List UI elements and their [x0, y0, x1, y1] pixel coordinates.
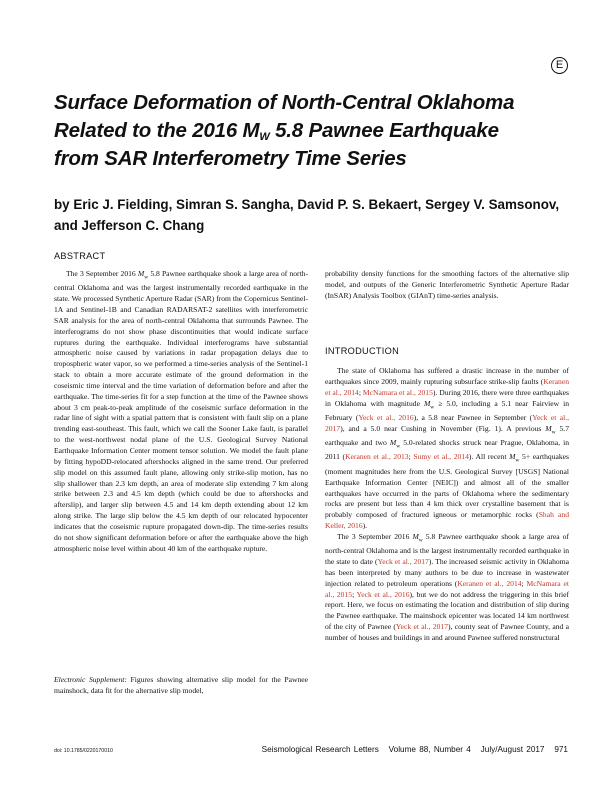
magnitude-symbol: M: [412, 531, 419, 541]
magnitude-symbol: M: [509, 452, 516, 462]
text-run: ). During 2016, there were three earthquakes in Oklahoma with magnitude: [325, 387, 569, 408]
page-footer: [248, 745, 568, 754]
introduction-heading: INTRODUCTION: [325, 346, 400, 356]
citation-link[interactable]: Yeck et al., 2017: [325, 412, 569, 433]
citation-link[interactable]: McNamara et al., 2015: [325, 578, 569, 599]
introduction-paragraph-1: [325, 366, 569, 532]
doi-line: doi: 10.1785/0220170010: [54, 748, 113, 754]
text-run: ), but we do not address the triggering in this brief report. Here, we focus on estimating the location and distribution of slip during the Pawnee earthquake. The mainshock epicenter was located 14 km northwest of the city of Pawnee (: [325, 589, 570, 632]
journal-volume: Volume 88, Number 4: [388, 745, 471, 754]
citation-link[interactable]: Yeck et al., 2016: [356, 589, 410, 599]
electronic-supplement-badge: E: [551, 57, 568, 74]
text-run: 5.0-related shocks struck near Prague, Oklahoma, in 2011 (: [325, 438, 570, 462]
article-title: [54, 89, 574, 173]
text-run: ;: [352, 589, 357, 599]
citation-link[interactable]: Keranen et al., 2013: [345, 452, 409, 462]
magnitude-subscript: w: [418, 537, 423, 544]
text-run: ;: [521, 578, 527, 588]
text-run: 5.7 earthquake and two: [325, 423, 569, 448]
magnitude-subscript: w: [396, 443, 401, 450]
citation-link[interactable]: Keranen et al., 2014: [325, 376, 569, 397]
text-run: ). All recent: [468, 452, 510, 462]
text-run: ).: [362, 521, 368, 531]
journal-issue: July/August 2017: [480, 745, 545, 754]
citation-link[interactable]: Keranen et al., 2014: [457, 578, 522, 588]
text-run: ;: [408, 452, 414, 462]
journal-name: Seismological Research Letters: [261, 745, 379, 754]
citation-link[interactable]: Yeck et al., 2017: [377, 557, 429, 567]
magnitude-subscript: w: [551, 429, 556, 436]
magnitude-symbol: M: [545, 423, 552, 433]
title-line-2-post: 5.8 Pawnee Earthquake: [269, 119, 499, 142]
text-run: ;: [358, 387, 363, 397]
title-line-2-pre: Related to the 2016 M: [54, 119, 260, 142]
text-run: ). The increased seismic activity in Oklahoma has been interpreted by many authors to be due to increase in wastewater injection related to petroleum operations (: [325, 557, 569, 588]
title-line-3: from SAR Interferometry Time Series: [54, 147, 407, 170]
page-number: 971: [554, 745, 568, 754]
citation-link[interactable]: Yeck et al., 2017: [395, 622, 449, 632]
text-run: ), county seat of Pawnee County, and a number of houses and buildings in and around Pawnee suffered nonstructural: [325, 622, 570, 642]
title-line-1: Surface Deformation of North-Central Oklahoma: [54, 91, 515, 114]
magnitude-subscript: w: [430, 404, 435, 411]
text-run: ), a 5.8 near Pawnee in September (: [413, 412, 533, 422]
introduction-body: [325, 366, 569, 644]
introduction-paragraph-2: [325, 532, 569, 644]
title-magnitude-subscript: W: [259, 131, 270, 143]
text-run: 5+ earthquakes (moment magnitudes here from the U.S. Geological Survey [USGS] National Earthquake Information Center [NEIC]) and almost all of the smaller earthquakes have occurred in the parts of Oklahoma where the sedimentary rocks are present but less than 4 km thick over crystalline basement that is probably composed of fractured igneous or metamorphic rocks (: [325, 452, 569, 520]
text-run: ), and a 5.0 near Cushing in November (Fig. 1). A previous: [340, 423, 546, 433]
magnitude-symbol: M: [423, 398, 431, 408]
text-run: The state of Oklahoma has suffered a drastic increase in the number of earthquakes since 2009, mainly rupturing subsurface strike-slip faults (: [325, 366, 569, 386]
abstract-paragraph: The 3 September 2016 $M_w$ 5.8 Pawnee earthquake shook a large area of north-central Oklahoma and was the largest instrumentally recorded earthquake in the state. We processed Synthetic Aperture Radar (SAR) from the Copernicus Sentinel-1A and Sentinel-1B and Canadian RADARSAT-2 satellites with interferometric SAR analysis for the area of north-central Oklahoma that surrounds Pawnee. The interferograms do not show phase discontinuities that would indicate surface ruptures during the earthquake. Individual interferograms have substantial atmospheric noise caused by variations in radar propagation delays due to tropospheric water vapor, so we performed a time-series analysis of the Sentinel-1 stack to obtain a more accurate estimate of the ground deformation in the coseismic time interval and the time variation of deformation before and after the earthquake. The time-series fit for a step function at the time of the Pawnee shows about 3 cm peak-to-peak amplitude of the coseismic surface deformation in the radar line of sight with a spatial pattern that is consistent with fault slip on a plane trending east-southeast. This fault, which we call the Sooner Lake fault, is parallel to the west-northwest nodal plane of the U.S. Geological Survey National Earthquake Information Center moment tensor solution. We model the fault plane by fitting hypoDD-relocated aftershocks aligned in the same trend. Our preferred slip model on this assumed fault plane, allowing only strike-slip motion, has no slip shallower than 2.3 km depth, an area of moderate slip extending 7 km along strike between 2.3 and 4.5 km depth (which could be due to aftershocks and afterslip), and larger slip between 4.5 and 14 km depth extending about 12 km along strike. The large slip below the 4.5 km depth of our relocated hypocenter indicates that the coseismic rupture propagated down-dip. The time-series results do not show significant deformation before or after the earthquake above the high atmospheric noise level within about 40 km of the earthquake rupture.: [54, 269, 308, 553]
abstract-column-left: [54, 269, 308, 554]
text-run: ≥ 5.0, including a 5.1 near Fairview in February (: [325, 398, 569, 422]
magnitude-symbol: M: [389, 438, 397, 448]
magnitude-subscript: w: [515, 457, 520, 464]
citation-link[interactable]: Sumy et al., 2014: [413, 452, 469, 462]
abstract-column-right: [325, 269, 569, 302]
citation-link[interactable]: Yeck et al., 2016: [358, 412, 414, 422]
citation-link[interactable]: Shah and Keller, 2016: [325, 510, 569, 531]
abstract-heading: ABSTRACT: [54, 251, 106, 261]
citation-link[interactable]: McNamara et al., 2015: [362, 387, 433, 397]
text-run: The 3 September 2016: [337, 531, 413, 541]
electronic-supplement-note: Electronic Supplement: Figures showing alternative slip model for the Pawnee mainshock, data fit for the alternative slip model,: [54, 675, 309, 695]
abstract-continuation: probability density functions for the smoothing factors of the alternative slip model, and outputs of the Generic Interferometric Synthetic Aperture Radar (InSAR) Analysis Toolbox (GIAnT) time-series analysis.: [325, 269, 569, 300]
author-list: by Eric J. Fielding, Simran S. Sangha, David P. S. Bekaert, Sergey V. Samsonov, and Jefferson C. Chang: [54, 197, 560, 233]
text-run: 5.8 Pawnee earthquake shook a large area of north-central Oklahoma and is the largest instrumentally recorded earthquake in the state to date (: [325, 531, 570, 567]
